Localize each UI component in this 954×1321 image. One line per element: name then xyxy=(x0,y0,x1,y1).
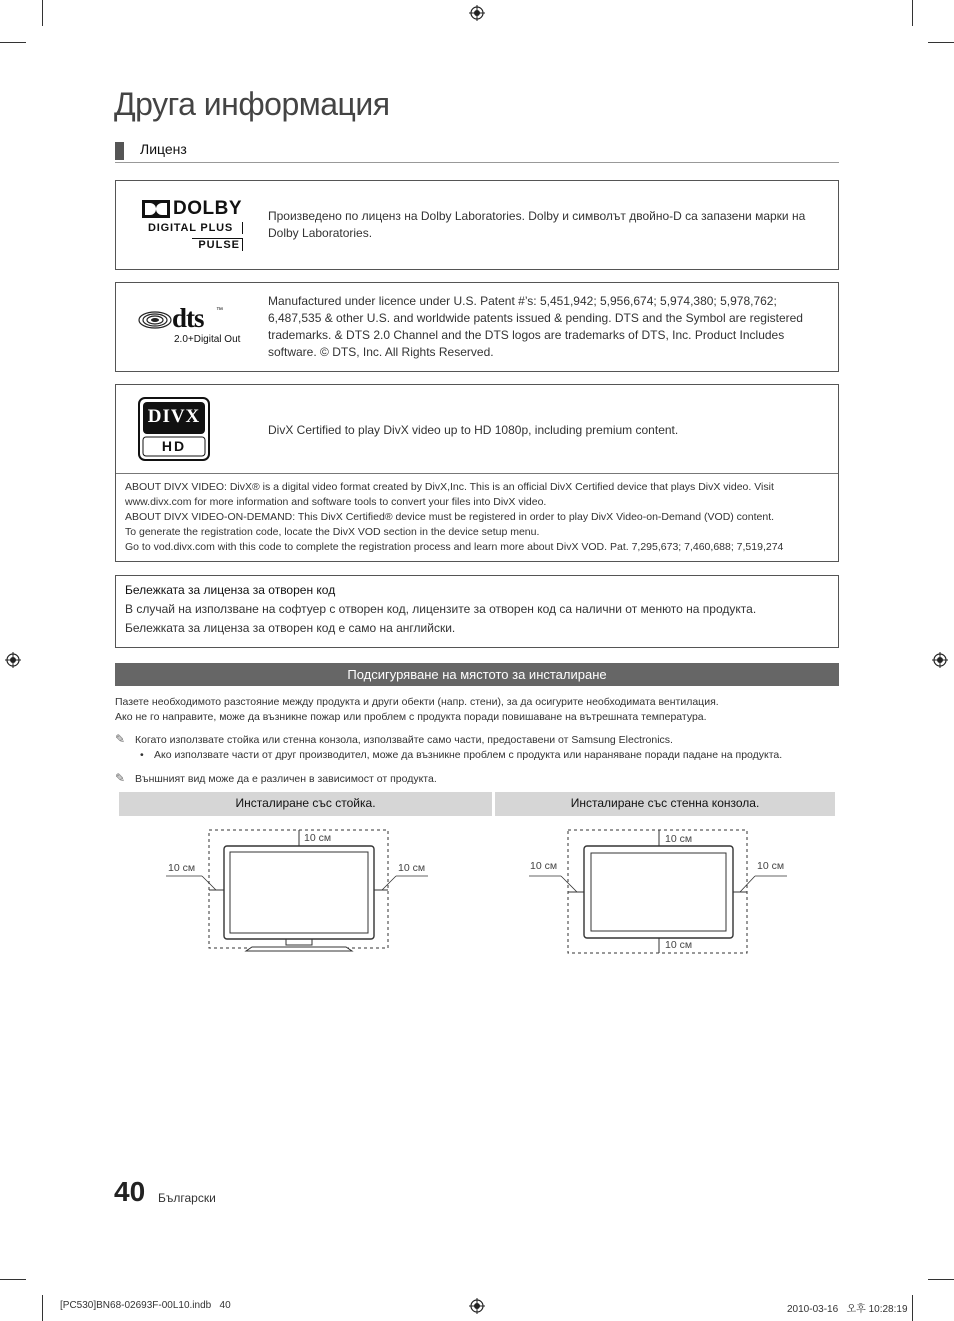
footer-timestamp: 2010-03-16 오후 10:28:19 xyxy=(787,1304,908,1315)
page-title: Друга информация xyxy=(114,86,390,122)
wall-install-diagram xyxy=(525,826,795,956)
footer-file: [PC530]BN68-02693F-00L10.indb 40 xyxy=(60,1300,231,1311)
crop-mark xyxy=(42,0,43,26)
dolby-license-text: Произведено по лиценз на Dolby Laboratories. Dolby и символът двойно-D са запазени марки на Dolby Laboratories. xyxy=(268,209,806,240)
dts-logo-word: dts xyxy=(172,303,204,333)
dts-logo-tm: ™ xyxy=(216,307,223,314)
install-bullet xyxy=(140,749,782,761)
crop-mark xyxy=(0,42,26,43)
section-title: Лиценз xyxy=(140,141,187,157)
install-bullet-text: Ако използвате части от друг производител, може да възникне проблем с продукта или нараняване поради падане на продукта. xyxy=(154,749,783,761)
divx-logo xyxy=(138,397,210,461)
divx-note: ABOUT DIVX VIDEO: DivX® is a digital video format created by DivX,Inc. This is an official DivX Certified device that plays DivX video. Visit www.divx.com for more information and software tools to convert your files into DivX video. xyxy=(125,481,774,508)
divx-note: Go to vod.divx.com with this code to complete the registration process and learn more about DivX VOD. Pat. 7,295,673; 7,460,688; 7,519,274 xyxy=(125,541,784,553)
dolby-logo-word: DOLBY xyxy=(173,198,242,219)
clearance-label-right: 10 см xyxy=(398,862,426,874)
page-number: 40 xyxy=(114,1176,146,1207)
column-header-stand: Инсталиране със стойка. xyxy=(119,792,492,816)
install-note xyxy=(115,771,437,787)
crop-mark xyxy=(0,1279,26,1280)
install-note-text: Външният вид може да е различен в зависимост от продукта. xyxy=(135,773,437,785)
install-note-text: Когато използвате стойка или стенна конзола, използвайте само части, предоставени от Samsung Electronics. xyxy=(135,734,673,746)
registration-mark-icon xyxy=(469,5,485,21)
crop-mark xyxy=(928,42,954,43)
page-language: Български xyxy=(158,1191,216,1205)
divx-logo-hd: HD xyxy=(161,438,187,454)
section-header-license xyxy=(115,140,839,163)
dts-logo xyxy=(138,303,242,347)
clearance-label-bottom: 10 см xyxy=(665,939,693,951)
dolby-double-d-icon xyxy=(142,200,170,218)
dolby-logo-pulse: PULSE xyxy=(192,238,243,251)
install-note xyxy=(115,732,673,748)
clearance-label-left: 10 см xyxy=(168,862,196,874)
dts-license-box xyxy=(115,282,839,372)
crop-mark xyxy=(912,1295,913,1321)
divx-note: ABOUT DIVX VIDEO-ON-DEMAND: This DivX Certified® device must be registered in order to play DivX Video-on-Demand (VOD) content. xyxy=(125,511,775,523)
dts-logo-sub: 2.0+Digital Out xyxy=(174,334,241,345)
oss-line: В случай на използване на софтуер с отворен код, лицензите за отворен код са налични от менюто на продукта. xyxy=(125,602,757,616)
section-marker xyxy=(115,142,124,160)
pencil-note-icon: ✎ xyxy=(115,771,126,785)
divx-notes xyxy=(116,473,838,555)
crop-mark xyxy=(912,0,913,26)
pencil-note-icon: ✎ xyxy=(115,732,126,746)
crop-mark xyxy=(928,1279,954,1280)
divx-logo-word: DIVX xyxy=(147,406,201,427)
registration-mark-icon xyxy=(469,1298,485,1314)
open-source-license-box xyxy=(115,575,839,648)
divx-license-box xyxy=(115,384,839,562)
dolby-logo-digital-plus: DIGITAL PLUS xyxy=(148,222,243,234)
oss-title: Бележката за лиценза за отворен код xyxy=(125,583,336,597)
bullet-icon: • xyxy=(140,749,144,761)
stand-install-diagram xyxy=(160,826,440,952)
oss-line: Бележката за лиценза за отворен код е само на английски. xyxy=(125,621,456,635)
dolby-license-box xyxy=(115,180,839,270)
registration-mark-icon xyxy=(932,652,948,668)
clearance-label-top: 10 см xyxy=(304,832,332,844)
install-paragraph: Пазете необходимото разстояние между продукта и други обекти (напр. стени), за да осигурите необходимата вентилация. xyxy=(115,696,719,708)
column-header-wall: Инсталиране със стенна конзола. xyxy=(495,792,835,816)
install-banner: Подсигуряване на мястото за инсталиране xyxy=(115,663,839,686)
clearance-label-top: 10 см xyxy=(665,833,693,845)
divx-license-text: DivX Certified to play DivX video up to HD 1080p, including premium content. xyxy=(268,423,679,437)
divx-note: To generate the registration code, locate the DivX VOD section in the device setup menu. xyxy=(125,526,540,538)
install-paragraph: Ако не го направите, може да възникне пожар или проблем с продукта поради повишаване на вътрешната температура. xyxy=(115,711,707,723)
dts-license-text: Manufactured under licence under U.S. Patent #’s: 5,451,942; 5,956,674; 5,974,380; 5,978,762; 6,487,535 & other U.S. and worldwide patents issued & pending. DTS and the Symbol are registered trademarks. & DTS 2.0 Channel and the DTS logos are trademarks of DTS, Inc. Product Includes software. © DTS, Inc. All Rights Reserved. xyxy=(268,294,803,359)
dts-swoosh-icon xyxy=(138,310,172,330)
crop-mark xyxy=(42,1295,43,1321)
registration-mark-icon xyxy=(5,652,21,668)
clearance-label-left: 10 см xyxy=(530,860,558,872)
dolby-logo xyxy=(142,200,244,252)
clearance-label-right: 10 см xyxy=(757,860,785,872)
